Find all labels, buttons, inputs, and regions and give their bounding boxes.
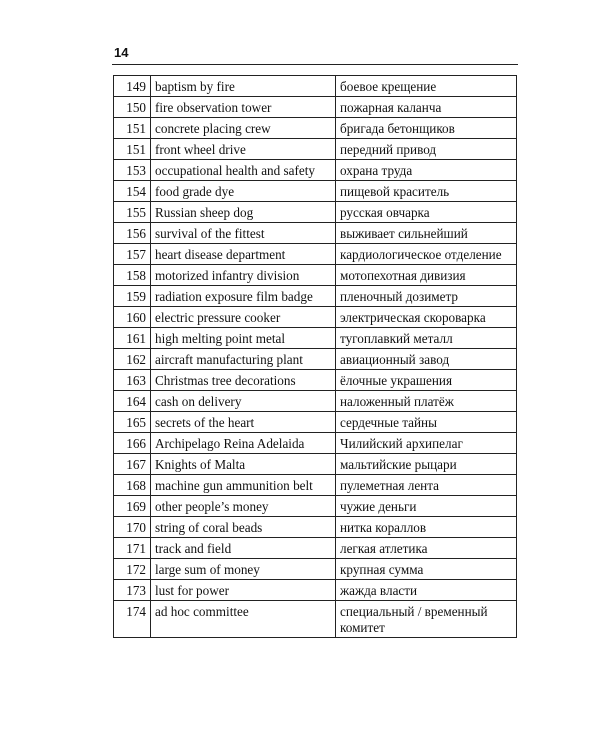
english-term: survival of the fittest	[151, 223, 336, 244]
english-term: large sum of money	[151, 559, 336, 580]
english-term: electric pressure cooker	[151, 307, 336, 328]
english-term: machine gun ammunition belt	[151, 475, 336, 496]
russian-term: ёлочные украшения	[336, 370, 517, 391]
russian-term: мотопехотная дивизия	[336, 265, 517, 286]
russian-term: сердечные тайны	[336, 412, 517, 433]
russian-term: авиационный завод	[336, 349, 517, 370]
table-row	[114, 538, 517, 559]
entry-number: 169	[114, 496, 151, 517]
page-number: 14	[114, 45, 129, 60]
table-row	[114, 181, 517, 202]
english-term: secrets of the heart	[151, 412, 336, 433]
english-term: track and field	[151, 538, 336, 559]
entry-number: 160	[114, 307, 151, 328]
table-row	[114, 202, 517, 223]
english-term: Knights of Malta	[151, 454, 336, 475]
russian-term: чужие деньги	[336, 496, 517, 517]
english-term: lust for power	[151, 580, 336, 601]
table-row	[114, 496, 517, 517]
entry-number: 154	[114, 181, 151, 202]
english-term: occupational health and safety	[151, 160, 336, 181]
table-row	[114, 601, 517, 638]
russian-term: пулеметная лента	[336, 475, 517, 496]
table-row	[114, 475, 517, 496]
russian-term: крупная сумма	[336, 559, 517, 580]
table-row	[114, 391, 517, 412]
english-term: Russian sheep dog	[151, 202, 336, 223]
russian-term: жажда власти	[336, 580, 517, 601]
entry-number: 149	[114, 76, 151, 97]
english-term: radiation exposure film badge	[151, 286, 336, 307]
table-row	[114, 223, 517, 244]
entry-number: 155	[114, 202, 151, 223]
table-row	[114, 244, 517, 265]
entry-number: 164	[114, 391, 151, 412]
entry-number: 161	[114, 328, 151, 349]
entry-number: 151	[114, 139, 151, 160]
english-term: other people’s money	[151, 496, 336, 517]
russian-term: электрическая скороварка	[336, 307, 517, 328]
table-row	[114, 139, 517, 160]
table-row	[114, 559, 517, 580]
english-term: Archipelago Reina Adelaida	[151, 433, 336, 454]
table-row	[114, 160, 517, 181]
russian-term: наложенный платёж	[336, 391, 517, 412]
russian-term: мальтийские рыцари	[336, 454, 517, 475]
entry-number: 163	[114, 370, 151, 391]
entry-number: 170	[114, 517, 151, 538]
entry-number: 153	[114, 160, 151, 181]
header-rule	[112, 64, 518, 65]
table-row	[114, 517, 517, 538]
table-row	[114, 265, 517, 286]
russian-term: Чилийский архипелаг	[336, 433, 517, 454]
entry-number: 172	[114, 559, 151, 580]
russian-term: тугоплавкий металл	[336, 328, 517, 349]
entry-number: 167	[114, 454, 151, 475]
entry-number: 150	[114, 97, 151, 118]
russian-term: русская овчарка	[336, 202, 517, 223]
english-term: Christmas tree decorations	[151, 370, 336, 391]
russian-term: пленочный дозиметр	[336, 286, 517, 307]
russian-term: боевое крещение	[336, 76, 517, 97]
russian-term: легкая атлетика	[336, 538, 517, 559]
english-term: high melting point metal	[151, 328, 336, 349]
russian-term: бригада бетонщиков	[336, 118, 517, 139]
table-row	[114, 307, 517, 328]
english-term: fire observation tower	[151, 97, 336, 118]
entry-number: 158	[114, 265, 151, 286]
glossary-table	[113, 75, 517, 638]
entry-number: 162	[114, 349, 151, 370]
table-row	[114, 76, 517, 97]
russian-term: выживает сильнейший	[336, 223, 517, 244]
table-row	[114, 118, 517, 139]
english-term: string of coral beads	[151, 517, 336, 538]
entry-number: 156	[114, 223, 151, 244]
table-row	[114, 349, 517, 370]
english-term: food grade dye	[151, 181, 336, 202]
english-term: cash on delivery	[151, 391, 336, 412]
english-term: motorized infantry division	[151, 265, 336, 286]
russian-term: кардиологическое отделение	[336, 244, 517, 265]
entry-number: 166	[114, 433, 151, 454]
english-term: aircraft manufacturing plant	[151, 349, 336, 370]
russian-term: специальный / временный комитет	[336, 601, 517, 638]
english-term: heart disease department	[151, 244, 336, 265]
russian-term: пищевой краситель	[336, 181, 517, 202]
table-row	[114, 97, 517, 118]
entry-number: 157	[114, 244, 151, 265]
table-row	[114, 433, 517, 454]
entry-number: 165	[114, 412, 151, 433]
table-row	[114, 454, 517, 475]
entry-number: 159	[114, 286, 151, 307]
table-row	[114, 412, 517, 433]
entry-number: 168	[114, 475, 151, 496]
entry-number: 171	[114, 538, 151, 559]
glossary-body	[114, 76, 517, 638]
entry-number: 174	[114, 601, 151, 638]
entry-number: 151	[114, 118, 151, 139]
english-term: baptism by fire	[151, 76, 336, 97]
russian-term: передний привод	[336, 139, 517, 160]
english-term: front wheel drive	[151, 139, 336, 160]
russian-term: охрана труда	[336, 160, 517, 181]
russian-term: нитка кораллов	[336, 517, 517, 538]
entry-number: 173	[114, 580, 151, 601]
table-row	[114, 370, 517, 391]
russian-term: пожарная каланча	[336, 97, 517, 118]
table-row	[114, 580, 517, 601]
english-term: ad hoc committee	[151, 601, 336, 638]
table-row	[114, 286, 517, 307]
table-row	[114, 328, 517, 349]
english-term: concrete placing crew	[151, 118, 336, 139]
